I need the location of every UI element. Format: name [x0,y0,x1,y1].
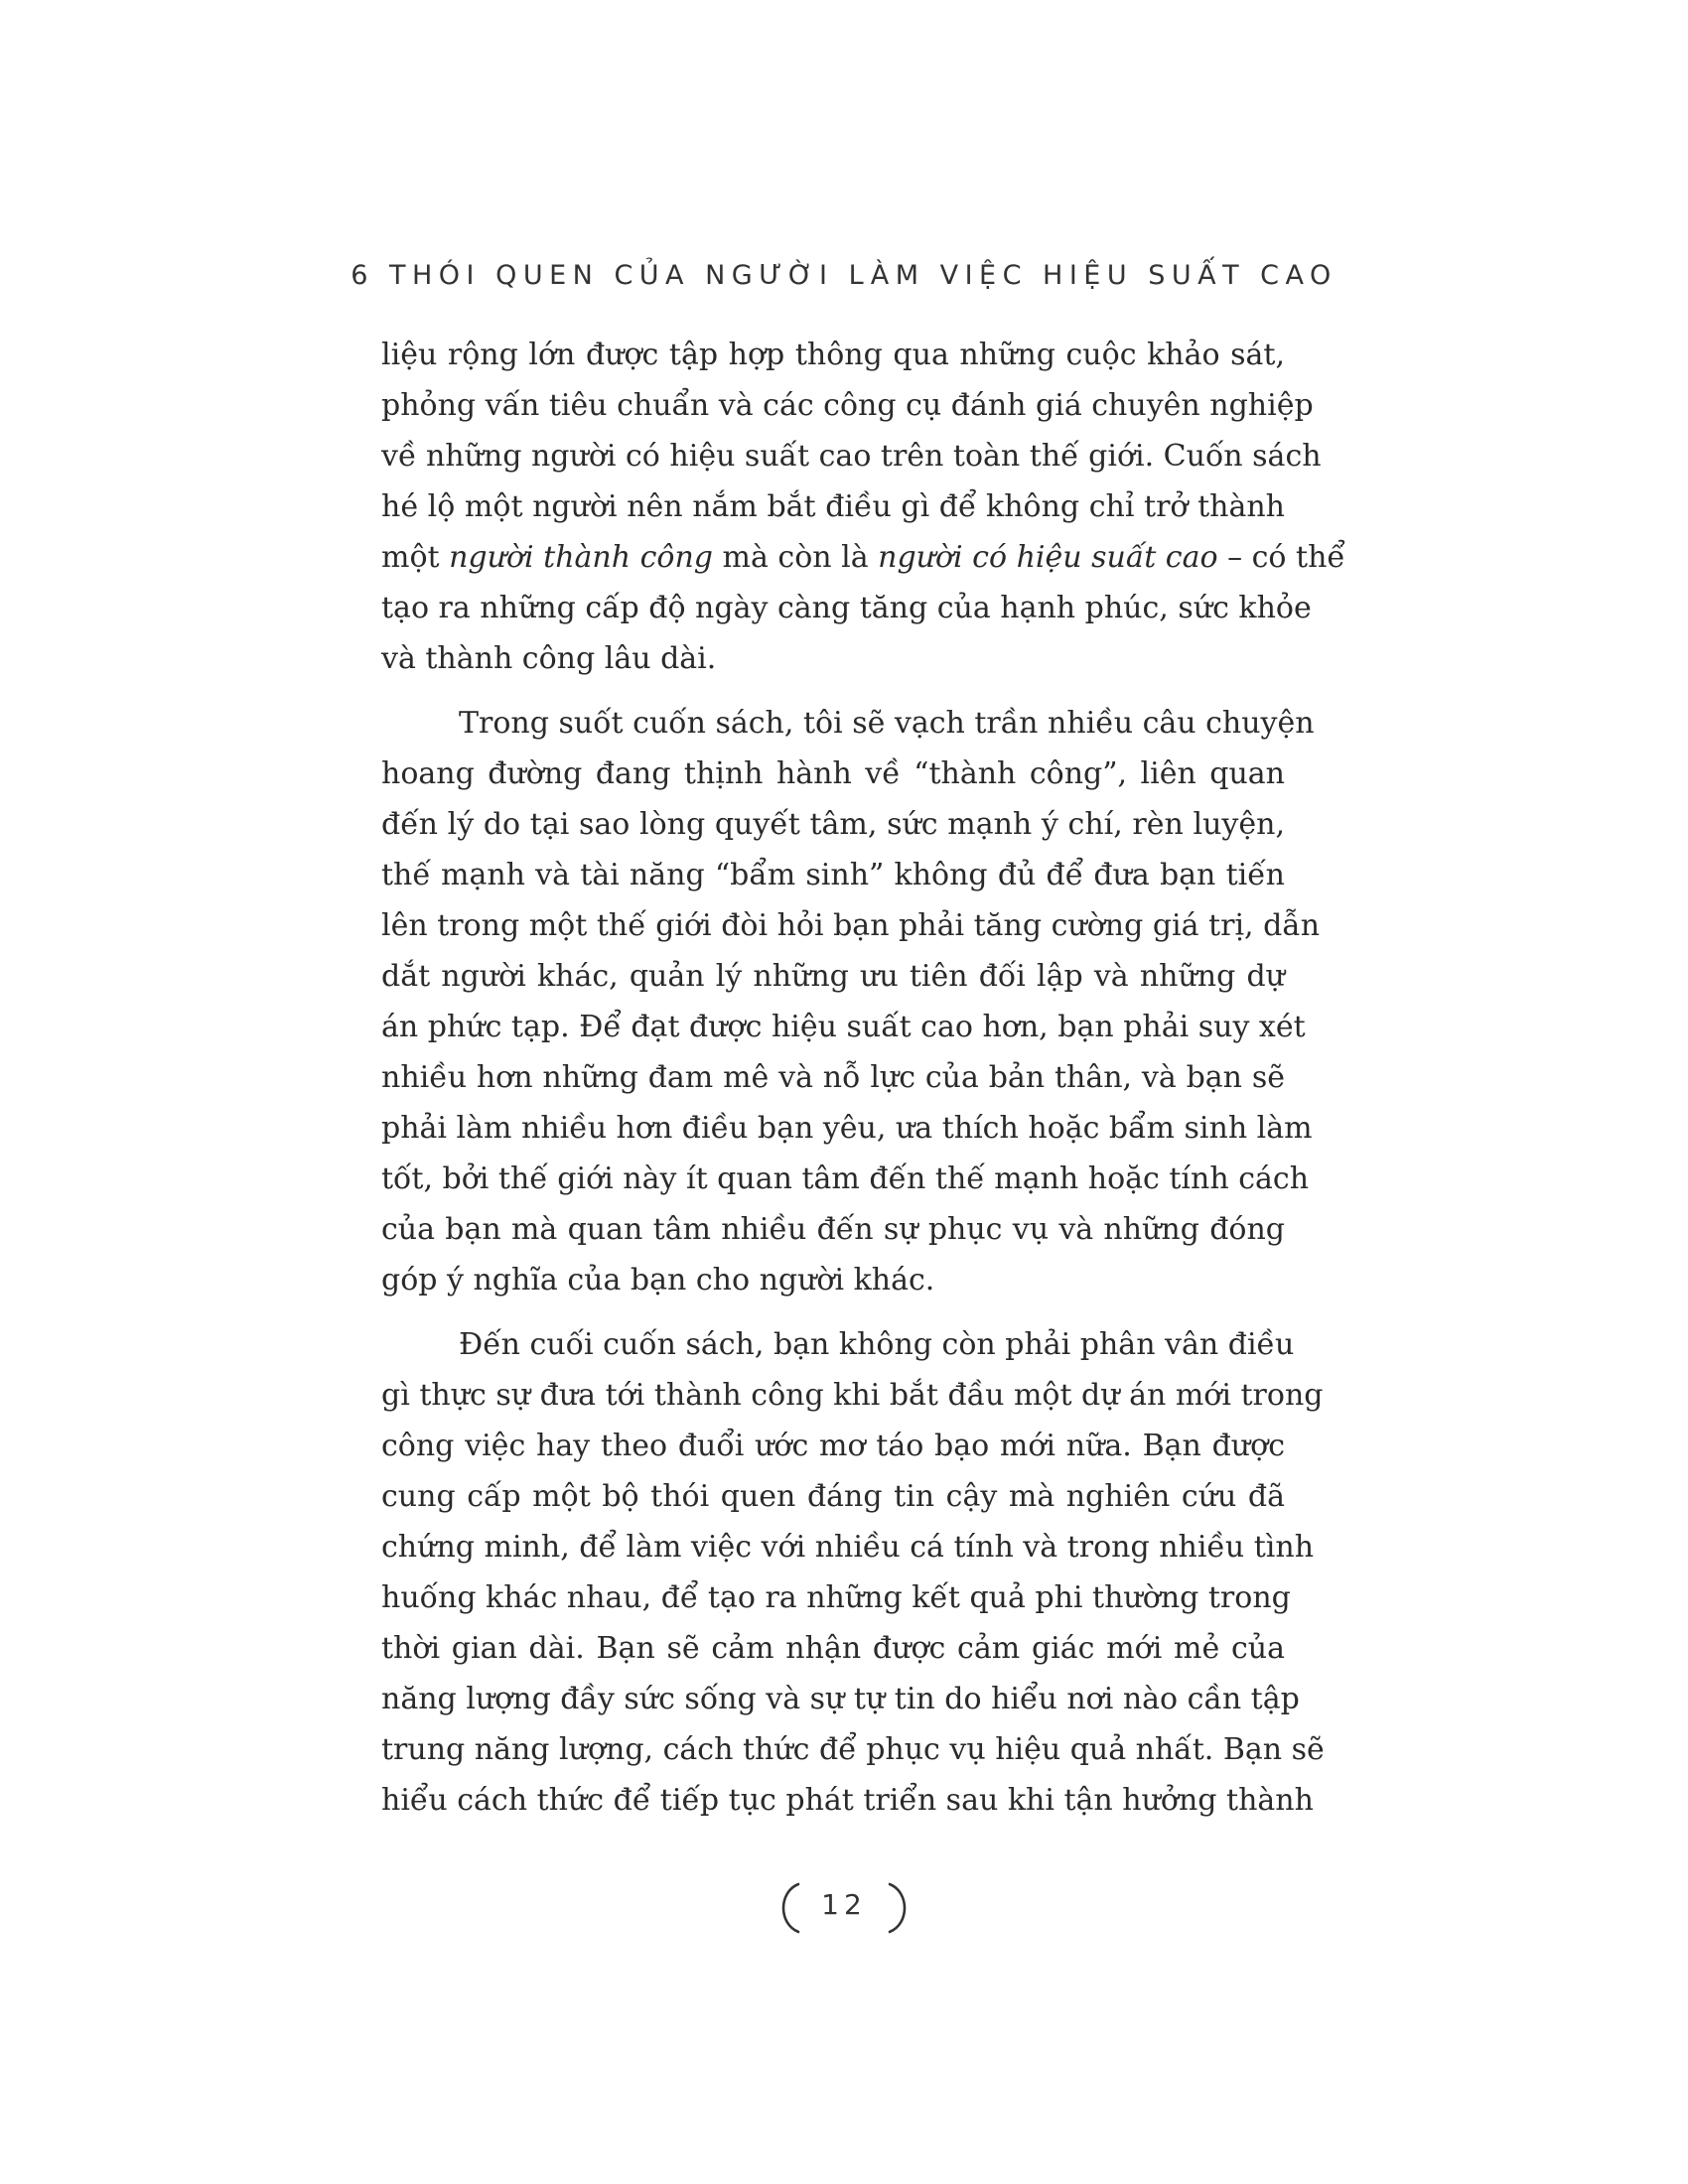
text-line: thế mạnh và tài năng “bẩm sinh” không đủ để đưa bạn tiến [381,858,1285,892]
text-line: phải làm nhiều hơn điều bạn yêu, ưa thích hoặc bẩm sinh làm [381,1111,1313,1146]
text-line: trung năng lượng, cách thức để phục vụ hiệu quả nhất. Bạn sẽ [381,1732,1325,1767]
text-line: cung cấp một bộ thói quen đáng tin cậy mà nghiên cứu đã [381,1479,1285,1514]
text-run: – có thể [1217,540,1345,575]
text-line: hiểu cách thức để tiếp tục phát triển sau khi tận hưởng thành [381,1783,1314,1818]
text-line: Trong suốt cuốn sách, tôi sẽ vạch trần nhiều câu chuyện [459,706,1315,741]
text-line: nhiều hơn những đam mê và nỗ lực của bản thân, và bạn sẽ [381,1060,1285,1095]
text-line: gì thực sự đưa tới thành công khi bắt đầu một dự án mới trong [381,1378,1324,1413]
text-line: án phức tạp. Để đạt được hiệu suất cao hơn, bạn phải suy xét [381,1010,1306,1044]
text-line: hoang đường đang thịnh hành về “thành công”, liên quan [381,756,1285,791]
emphasis-text: người có hiệu suất cao [878,540,1218,575]
text-line: công việc hay theo đuổi ước mơ táo bạo mới nữa. Bạn được [381,1429,1285,1463]
page-number: 12 [821,1888,867,1921]
text-line: dắt người khác, quản lý những ưu tiên đối lập và những dự [381,959,1285,994]
text-line: hé lộ một người nên nắm bắt điều gì để không chỉ trở thành [381,489,1285,524]
text-line: góp ý nghĩa của bạn cho người khác. [381,1263,935,1297]
text-line [381,532,1345,583]
text-line: năng lượng đầy sức sống và sự tự tin do hiểu nơi nào cần tập [381,1682,1300,1716]
text-line: về những người có hiệu suất cao trên toàn thế giới. Cuốn sách [381,439,1322,474]
text-line: chứng minh, để làm việc với nhiều cá tính và trong nhiều tình [381,1530,1315,1565]
text-line: và thành công lâu dài. [381,641,717,676]
emphasis-text: người thành công [449,540,713,575]
text-line: tốt, bởi thế giới này ít quan tâm đến thế mạnh hoặc tính cách [381,1161,1310,1196]
paragraph-3 [381,1319,1325,1826]
text-line: liệu rộng lớn được tập hợp thông qua những cuộc khảo sát, [381,338,1285,372]
running-header: 6 THÓI QUEN CỦA NGƯỜI LÀM VIỆC HIỆU SUẤT CAO [351,260,1337,291]
text-line: huống khác nhau, để tạo ra những kết quả phi thường trong [381,1580,1291,1615]
paragraph-1 [381,330,1345,684]
text-run: một [381,540,450,575]
text-line: phỏng vấn tiêu chuẩn và các công cụ đánh giá chuyên nghiệp [381,388,1314,423]
text-run: mà còn là [712,540,879,575]
body-text [381,330,1345,1826]
paragraph-2 [381,698,1321,1305]
text-line: tạo ra những cấp độ ngày càng tăng của hạnh phúc, sức khỏe [381,591,1312,625]
text-line: thời gian dài. Bạn sẽ cảm nhận được cảm giác mới mẻ của [381,1631,1285,1666]
text-line: Đến cuối cuốn sách, bạn không còn phải phân vân điều [459,1327,1295,1362]
page-number-ornament [0,1878,1688,1938]
text-line: của bạn mà quan tâm nhiều đến sự phục vụ và những đóng [381,1212,1285,1247]
text-line: lên trong một thế giới đòi hỏi bạn phải tăng cường giá trị, dẫn [381,908,1321,943]
text-line: đến lý do tại sao lòng quyết tâm, sức mạnh ý chí, rèn luyện, [381,807,1285,842]
